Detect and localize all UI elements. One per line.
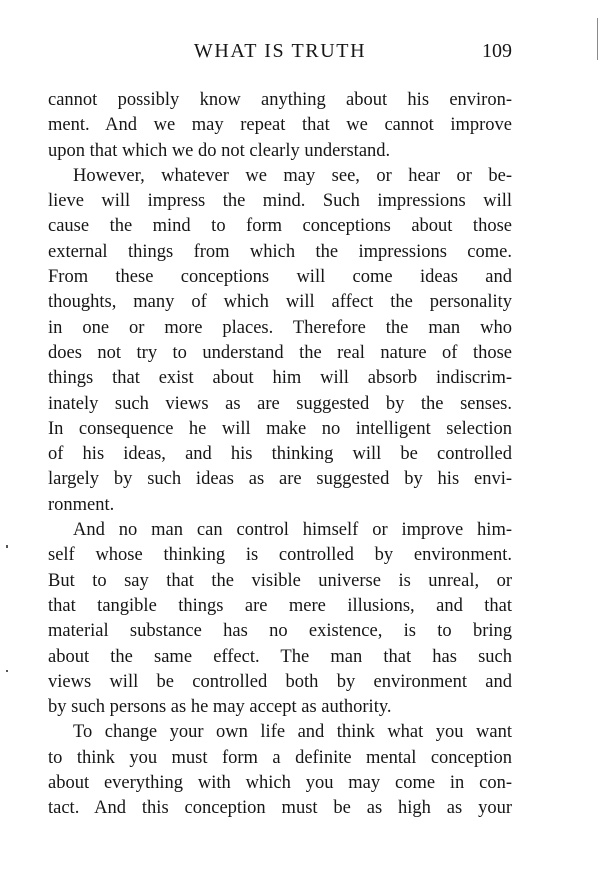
text-line: inately such views as are suggested by the senses. — [48, 393, 512, 414]
paragraph — [48, 164, 512, 518]
page-number: 109 — [482, 40, 512, 62]
text-line: largely by such ideas as are suggested by his envi- — [48, 469, 512, 490]
text-line: external things from which the impressions come. — [48, 241, 512, 262]
text-line: does not try to understand the real nature of those — [48, 342, 512, 363]
text-line: From these conceptions will come ideas and — [48, 267, 512, 288]
text-line: However, whatever we may see, or hear or be- — [73, 165, 512, 186]
text-line: cause the mind to form conceptions about those — [48, 216, 512, 237]
text-line: about the same effect. The man that has such — [48, 646, 512, 667]
text-line: But to say that the visible universe is unreal, or — [48, 570, 512, 591]
text-line: cannot possibly know anything about his environ- — [48, 90, 512, 110]
text-line: by such persons as he may accept as authority. — [48, 697, 392, 718]
text-line: lieve will impress the mind. Such impressions will — [48, 191, 512, 212]
text-line: views will be controlled both by environment and — [48, 671, 512, 692]
text-line: ment. And we may repeat that we cannot improve — [48, 115, 512, 136]
text-line: about everything with which you may come in con- — [48, 773, 512, 794]
text-line: that tangible things are mere illusions, and that — [48, 595, 512, 616]
running-head — [48, 40, 512, 70]
paragraph — [48, 88, 512, 164]
text-line: to think you must form a definite mental conception — [48, 747, 512, 768]
text-line: of his ideas, and his thinking will be controlled — [48, 444, 512, 465]
scan-speck — [6, 670, 8, 672]
text-line: ronment. — [48, 494, 115, 515]
text-line: thoughts, many of which will affect the personality — [48, 292, 512, 313]
running-title: WHAT IS TRUTH — [193, 40, 367, 62]
text-line: material substance has no existence, is to bring — [48, 621, 512, 642]
paragraph — [48, 720, 512, 821]
text-line: self whose thinking is controlled by environment. — [48, 545, 512, 566]
page-edge-mark — [597, 18, 598, 60]
text-line: things that exist about him will absorb indiscrim- — [48, 368, 512, 389]
text-line: To change your own life and think what you want — [73, 722, 512, 743]
body-text — [48, 88, 512, 822]
text-line: In consequence he will make no intelligent selection — [48, 418, 512, 439]
paragraph — [48, 518, 512, 720]
text-line: in one or more places. Therefore the man who — [48, 317, 512, 338]
text-line: And no man can control himself or improve him- — [73, 520, 512, 541]
scan-speck — [6, 545, 8, 548]
text-line: tact. And this conception must be as high as your — [48, 798, 512, 819]
text-line: upon that which we do not clearly understand. — [48, 140, 391, 161]
